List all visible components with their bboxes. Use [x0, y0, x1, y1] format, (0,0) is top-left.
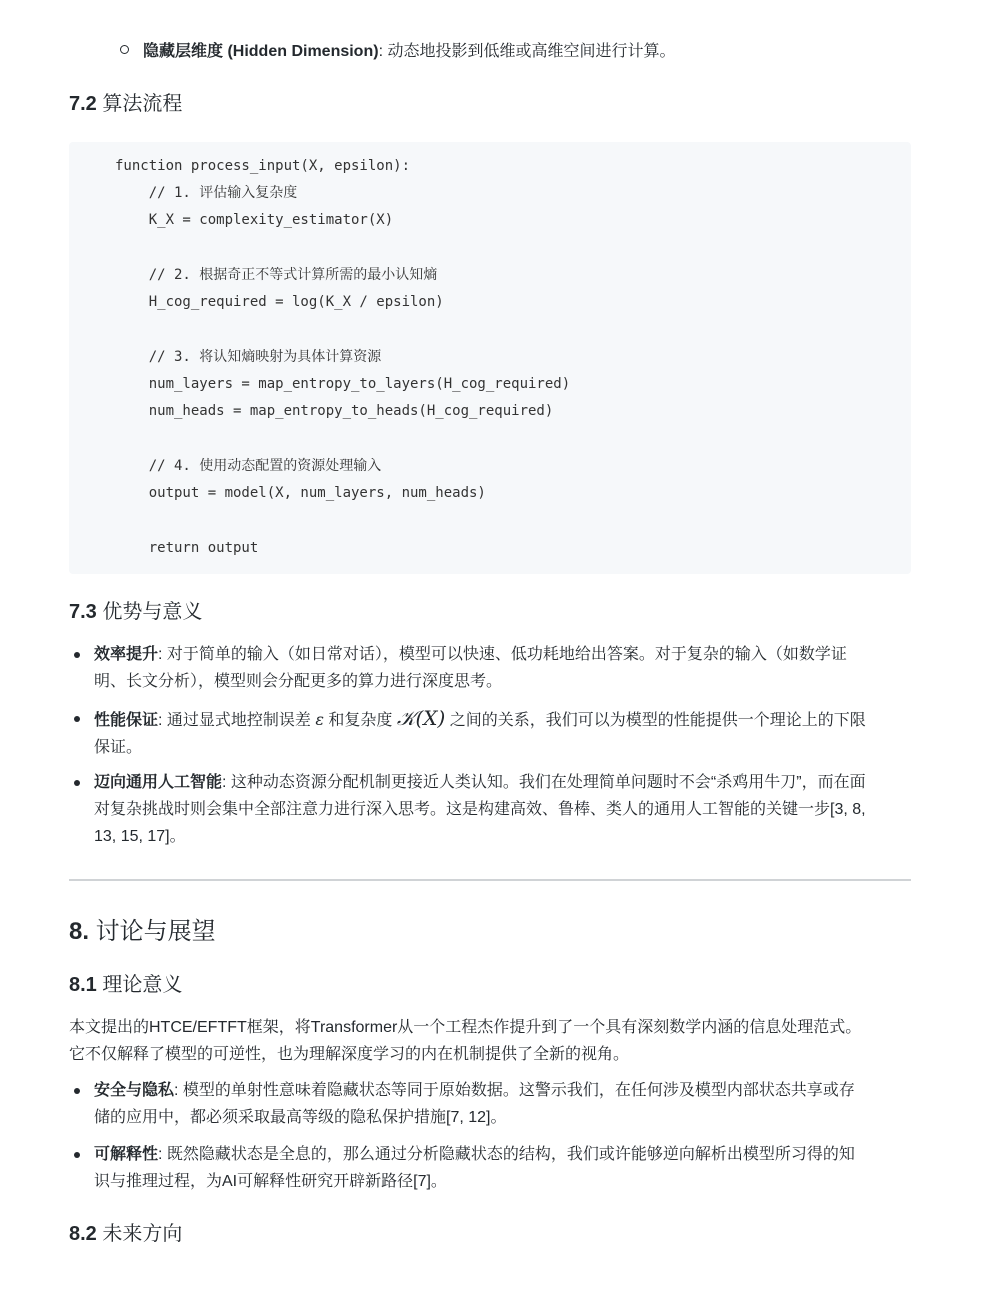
item-text: 保证。 [94, 739, 143, 756]
bullet-icon [74, 716, 80, 722]
section-title: 未来方向 [96, 1223, 183, 1245]
item-text: 之间的关系，我们可以为模型的性能提供一个理论上的下限 [445, 712, 866, 729]
item-text: 明、长文分析），模型则会分配更多的算力进行深度思考。 [94, 673, 503, 690]
item-text: 和复杂度 [323, 712, 397, 729]
code-line: return output [115, 540, 259, 556]
section-title: 优势与意义 [96, 601, 203, 623]
section-number: 8.2 [69, 1223, 97, 1245]
list-item [69, 1141, 911, 1195]
list-item [69, 705, 911, 761]
item-text: : 通过显式地控制误差 [158, 712, 316, 729]
item-term: 隐藏层维度 (Hidden Dimension) [143, 43, 379, 60]
bullet-icon [74, 1152, 80, 1158]
section-heading-7-2 [69, 90, 182, 118]
item-text: 识与推理过程，为AI可解释性研究开辟新路径[7]。 [94, 1173, 447, 1190]
list-item [69, 641, 911, 695]
bullet-icon [74, 780, 80, 786]
code-line: num_heads = map_entropy_to_heads(H_cog_required) [115, 403, 554, 419]
section-title: 理论意义 [96, 974, 183, 996]
code-line: // 3. 将认知熵映射为具体计算资源 [115, 349, 382, 365]
item-term: 效率提升 [94, 646, 159, 663]
list-item [69, 769, 911, 850]
item-term: 性能保证 [94, 712, 159, 729]
code-line: // 4. 使用动态配置的资源处理输入 [115, 458, 382, 474]
bullet-icon [74, 652, 80, 658]
section-heading-7-3 [69, 598, 202, 626]
item-text: 对复杂挑战时则会集中全部注意力进行深入思考。这是构建高效、鲁棒、类人的通用人工智能的关键一步[3, 8, [94, 801, 866, 818]
section-number: 8.1 [69, 974, 97, 996]
item-text: : 对于简单的输入（如日常对话），模型可以快速、低功耗地给出答案。对于复杂的输入（如数学证 [158, 646, 847, 663]
item-term: 可解释性 [94, 1146, 159, 1163]
paragraph-text: 本文提出的HTCE/EFTFT框架，将Transformer从一个工程杰作提升到了一个具有深刻数学内涵的信息处理范式。 [69, 1019, 862, 1036]
item-description: : 动态地投影到低维或高维空间进行计算。 [378, 43, 676, 60]
section-heading-8-2 [69, 1220, 182, 1248]
bullet-icon [74, 1088, 80, 1094]
item-term: 迈向通用人工智能 [94, 774, 223, 791]
math-epsilon: ε [315, 710, 324, 729]
item-text: : 既然隐藏状态是全息的，那么通过分析隐藏状态的结构，我们或许能够逆向解析出模型所习得的知 [158, 1146, 855, 1163]
section-heading-8-1 [69, 971, 182, 999]
section-title: 算法流程 [96, 93, 183, 115]
item-text: : 模型的单射性意味着隐藏状态等同于原始数据。这警示我们，在任何涉及模型内部状态共享或存 [174, 1082, 855, 1099]
code-line: function process_input(X, epsilon): [115, 158, 411, 174]
paragraph-text: 它不仅解释了模型的可逆性，也为理解深度学习的内在机制提供了全新的视角。 [69, 1046, 630, 1063]
code-line: // 2. 根据奇正不等式计算所需的最小认知熵 [115, 267, 438, 283]
code-line: num_layers = map_entropy_to_layers(H_cog_required) [115, 376, 571, 392]
section-heading-8 [69, 916, 216, 948]
code-line: // 1. 评估输入复杂度 [115, 185, 298, 201]
code-block [69, 142, 911, 574]
list-item [69, 1077, 911, 1131]
circle-bullet-icon [120, 45, 129, 54]
code-line: K_X = complexity_estimator(X) [115, 212, 394, 228]
divider [69, 879, 911, 881]
math-complexity: 𝒦(X) [396, 706, 446, 730]
item-text: 储的应用中，都必须采取最高等级的隐私保护措施[7, 12]。 [94, 1109, 507, 1126]
sub-list-item-hidden-dimension [120, 40, 675, 64]
code-line: output = model(X, num_layers, num_heads) [115, 485, 486, 501]
section-number: 8. [69, 918, 90, 945]
item-text: 13, 15, 17]。 [94, 828, 186, 845]
code-line: H_cog_required = log(K_X / epsilon) [115, 294, 444, 310]
paragraph [69, 1014, 911, 1068]
section-number: 7.2 [69, 93, 97, 115]
item-text: : 这种动态资源分配机制更接近人类认知。我们在处理简单问题时不会“杀鸡用牛刀”，而在面 [222, 774, 866, 791]
section-title: 讨论与展望 [89, 918, 216, 945]
section-number: 7.3 [69, 601, 97, 623]
item-term: 安全与隐私 [94, 1082, 175, 1099]
